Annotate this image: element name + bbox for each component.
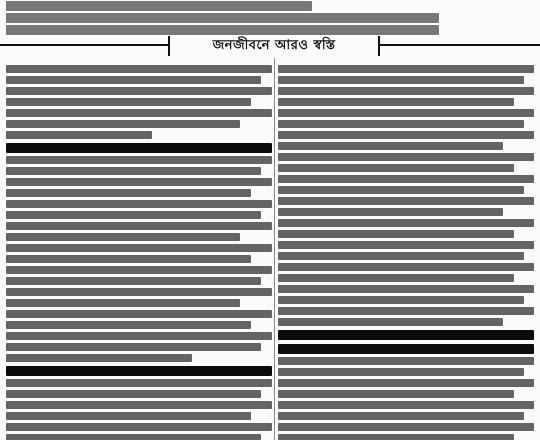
text-line	[6, 401, 272, 409]
text-line	[278, 87, 534, 95]
text-line	[278, 230, 514, 238]
text-line	[6, 299, 240, 307]
text-line	[278, 390, 514, 398]
paragraph	[6, 379, 272, 440]
text-line	[278, 164, 514, 172]
text-line	[278, 208, 503, 216]
text-line	[6, 178, 272, 186]
text-line	[278, 412, 524, 420]
text-line	[278, 197, 534, 205]
text-line	[278, 186, 524, 194]
text-line	[6, 379, 272, 387]
text-line	[278, 263, 534, 271]
text-line	[6, 109, 272, 117]
text-line	[6, 255, 251, 263]
text-line	[278, 175, 534, 183]
left-column	[6, 62, 272, 440]
text-line	[6, 156, 272, 164]
subheading-line	[6, 143, 272, 153]
page-headline: জনজীবনে আরও স্বস্তি	[212, 37, 336, 53]
text-line	[278, 153, 534, 161]
text-line	[278, 318, 503, 326]
text-line	[6, 189, 251, 197]
text-line	[6, 288, 272, 296]
text-line	[6, 25, 439, 35]
text-line	[6, 277, 261, 285]
text-line	[6, 87, 272, 95]
text-line	[6, 412, 251, 420]
text-line	[6, 354, 192, 362]
paragraph	[6, 156, 272, 362]
text-line	[278, 307, 534, 315]
text-line	[6, 434, 261, 440]
paragraph	[6, 65, 272, 139]
text-line	[6, 244, 272, 252]
text-line	[6, 13, 439, 23]
subheading-line	[278, 344, 534, 354]
text-line	[6, 222, 272, 230]
text-line	[278, 401, 534, 409]
subheading-line	[278, 330, 534, 340]
text-line	[6, 98, 251, 106]
paragraph	[278, 65, 534, 326]
text-line	[278, 296, 524, 304]
text-line	[6, 343, 261, 351]
text-line	[278, 274, 514, 282]
text-line	[6, 332, 272, 340]
text-line	[278, 241, 534, 249]
text-line	[278, 357, 534, 365]
text-line	[6, 233, 240, 241]
text-line	[278, 219, 534, 227]
left-subheading-1	[6, 62, 7, 63]
text-line	[6, 76, 261, 84]
text-line	[6, 200, 272, 208]
text-line	[278, 285, 534, 293]
text-line	[6, 65, 272, 73]
text-line	[278, 142, 503, 150]
text-line	[6, 167, 261, 175]
text-line	[6, 120, 240, 128]
text-line	[6, 321, 251, 329]
text-line	[278, 98, 514, 106]
text-line	[278, 131, 534, 139]
right-column	[278, 62, 534, 440]
text-line	[278, 65, 534, 73]
text-line	[6, 211, 261, 219]
text-line	[6, 266, 272, 274]
text-line	[278, 434, 514, 440]
text-line	[6, 310, 272, 318]
text-line	[6, 390, 261, 398]
column-divider	[274, 58, 275, 440]
previous-article-continuation	[6, 0, 534, 34]
text-line	[278, 368, 524, 376]
text-line	[278, 76, 524, 84]
text-line	[6, 131, 152, 139]
text-line	[6, 423, 272, 431]
right-subheading-1	[278, 62, 279, 63]
text-line	[278, 109, 534, 117]
text-line	[278, 423, 534, 431]
text-line	[278, 379, 534, 387]
text-line	[278, 120, 524, 128]
text-line	[6, 1, 312, 11]
text-line	[278, 252, 524, 260]
left-subheading-2	[6, 62, 7, 63]
headline-banner	[168, 36, 380, 56]
subheading-line	[6, 366, 272, 376]
paragraph	[278, 357, 534, 440]
